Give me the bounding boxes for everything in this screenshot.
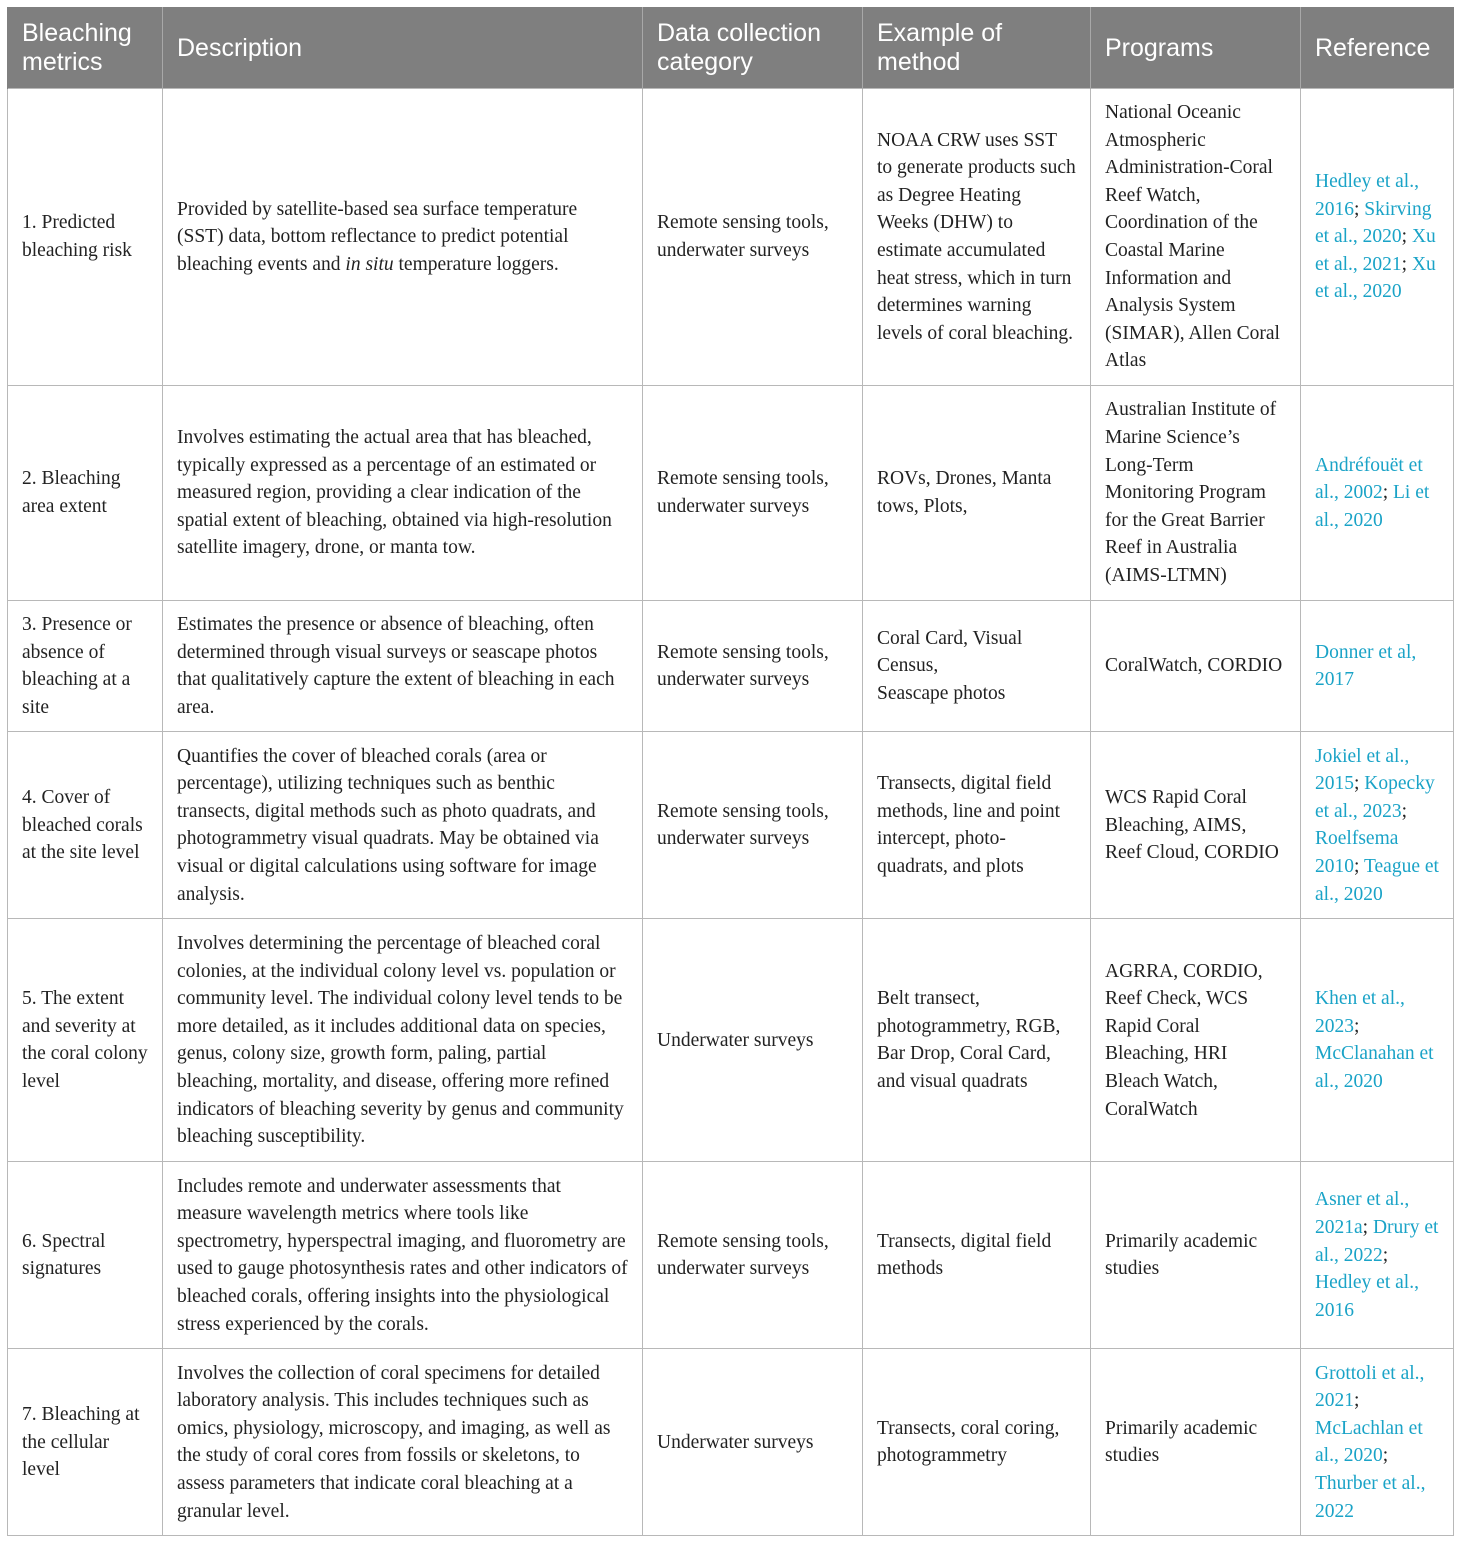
method-cell: Transects, digital field methods: [863, 1162, 1091, 1349]
programs-cell: CoralWatch, CORDIO: [1091, 601, 1301, 732]
category-cell: Underwater surveys: [643, 1349, 863, 1536]
reference-link[interactable]: Hedley et al., 2016: [1315, 171, 1419, 220]
method-cell: [863, 601, 1091, 732]
reference-separator: ;: [1362, 1216, 1373, 1238]
reference-link[interactable]: Xu et al., 2021: [1315, 226, 1436, 275]
reference-link[interactable]: Donner et al, 2017: [1315, 641, 1417, 691]
metric-cell: 7. Bleaching at the cellular level: [8, 1349, 163, 1536]
description-cell: Includes remote and underwater assessments that measure wavelength metrics where tools like spectrometry, hyperspectral imaging, and fluorometry are used to gauge photosynthesis rates and other indicators of bleached corals, offering insights into the physiological stress experienced by the corals.: [163, 1162, 643, 1349]
reference-separator: ;: [1401, 226, 1412, 248]
category-cell: Remote sensing tools, underwater surveys: [643, 1162, 863, 1349]
method-text: Coral Card, Visual Census,: [877, 627, 1023, 677]
method-cell: Belt transect, photogrammetry, RGB, Bar Drop, Coral Card, and visual quadrats: [863, 919, 1091, 1162]
programs-cell: AGRRA, CORDIO, Reef Check, WCS Rapid Coral Bleaching, HRI Bleach Watch, CoralWatch: [1091, 919, 1301, 1162]
programs-cell: Australian Institute of Marine Science’s Long-Term Monitoring Program for the Great Barrier Reef in Australia (AIMS-LTMN): [1091, 386, 1301, 601]
reference-separator: ;: [1401, 800, 1408, 822]
reference-separator: ;: [1382, 482, 1393, 504]
reference-link[interactable]: McLachlan et al., 2020: [1315, 1417, 1423, 1467]
metric-cell: 1. Predicted bleaching risk: [8, 89, 163, 386]
reference-link[interactable]: Thurber et al., 2022: [1315, 1472, 1426, 1522]
description-cell: Involves determining the percentage of bleached coral colonies, at the individual colony level vs. population or community level. The individual colony level tends to be more detailed, as it includes additional data on species, genus, colony size, growth form, paling, partial bleaching, mortality, and disease, offering more refined indicators of bleaching severity by genus and community bleaching susceptibility.: [163, 919, 643, 1162]
header-programs: Programs: [1091, 7, 1301, 89]
reference-link[interactable]: Drury et al., 2022: [1315, 1216, 1439, 1266]
reference-cell: [1301, 1349, 1454, 1536]
reference-cell: [1301, 732, 1454, 919]
programs-cell: Primarily academic studies: [1091, 1349, 1301, 1536]
reference-link[interactable]: Teague et al., 2020: [1315, 855, 1439, 905]
reference-link[interactable]: Xu et al., 2020: [1315, 253, 1436, 303]
reference-link[interactable]: Andréfouët et al., 2002: [1315, 454, 1423, 504]
category-cell: Underwater surveys: [643, 919, 863, 1162]
reference-cell: [1301, 601, 1454, 732]
reference-cell: [1301, 386, 1454, 601]
reference-separator: ;: [1354, 773, 1365, 795]
reference-link[interactable]: Li et al., 2020: [1315, 482, 1430, 531]
header-reference: Reference: [1301, 7, 1454, 89]
reference-separator: ;: [1401, 253, 1412, 275]
reference-cell: [1301, 1162, 1454, 1349]
table-row: [8, 601, 1454, 732]
description-text: Provided by satellite-based sea surface temperature (SST) data, bottom reflectance to predict potential bleaching events and: [177, 198, 578, 275]
category-cell: Remote sensing tools, underwater surveys: [643, 386, 863, 601]
method-cell: Transects, digital field methods, line and point intercept, photo-quadrats, and plots: [863, 732, 1091, 919]
table-row: [8, 919, 1454, 1162]
category-cell: Remote sensing tools, underwater surveys: [643, 89, 863, 386]
description-cell: [163, 89, 643, 386]
table-row: [8, 1162, 1454, 1349]
programs-cell: Primarily academic studies: [1091, 1162, 1301, 1349]
reference-link[interactable]: Skirving et al., 2020: [1315, 198, 1432, 248]
header-category: Data collection category: [643, 7, 863, 89]
category-cell: Remote sensing tools, underwater surveys: [643, 732, 863, 919]
metric-cell: 6. Spectral signatures: [8, 1162, 163, 1349]
reference-separator: ;: [1382, 1244, 1389, 1266]
reference-link[interactable]: Roelfsema 2010: [1315, 828, 1399, 877]
reference-link[interactable]: Kopecky et al., 2023: [1315, 773, 1435, 822]
category-cell: Remote sensing tools, underwater surveys: [643, 601, 863, 732]
table-row: [8, 386, 1454, 601]
reference-link[interactable]: Khen et al., 2023: [1315, 988, 1405, 1037]
reference-separator: ;: [1354, 198, 1365, 220]
header-method: Example of method: [863, 7, 1091, 89]
description-cell: Estimates the presence or absence of bleaching, often determined through visual surveys or seascape photos that qualitatively capture the extent of bleaching in each area.: [163, 601, 643, 732]
description-cell: Involves estimating the actual area that has bleached, typically expressed as a percentage of an estimated or measured region, providing a clear indication of the spatial extent of bleaching, obtained via high-resolution satellite imagery, drone, or manta tow.: [163, 386, 643, 601]
method-cell: NOAA CRW uses SST to generate products such as Degree Heating Weeks (DHW) to estimate accumulated heat stress, which in turn determines warning levels of coral bleaching.: [863, 89, 1091, 386]
reference-separator: ;: [1382, 1445, 1389, 1467]
reference-separator: ;: [1354, 855, 1364, 877]
description-cell: Involves the collection of coral specimens for detailed laboratory analysis. This includes techniques such as omics, physiology, microscopy, and imaging, as well as the study of coral cores from fossils or skeletons, to assess parameters that indicate coral bleaching at a granular level.: [163, 1349, 643, 1536]
metric-cell: 5. The extent and severity at the coral colony level: [8, 919, 163, 1162]
description-italic: in situ: [345, 253, 394, 275]
table-row: [8, 1349, 1454, 1536]
metric-cell: 4. Cover of bleached corals at the site level: [8, 732, 163, 919]
reference-link[interactable]: Hedley et al., 2016: [1315, 1272, 1419, 1321]
method-text: Seascape photos: [877, 682, 1006, 704]
bleaching-metrics-table: [7, 7, 1454, 1536]
header-metric: Bleaching metrics: [8, 7, 163, 89]
reference-separator: ;: [1354, 1390, 1360, 1412]
method-cell: Transects, coral coring, photogrammetry: [863, 1349, 1091, 1536]
reference-cell: [1301, 89, 1454, 386]
header-row: [8, 7, 1454, 89]
reference-link[interactable]: Jokiel et al., 2015: [1315, 745, 1410, 795]
reference-link[interactable]: McClanahan et al., 2020: [1315, 1043, 1434, 1092]
reference-link[interactable]: Asner et al., 2021a: [1315, 1189, 1410, 1238]
programs-cell: WCS Rapid Coral Bleaching, AIMS, Reef Cloud, CORDIO: [1091, 732, 1301, 919]
metric-cell: 3. Presence or absence of bleaching at a site: [8, 601, 163, 732]
programs-cell: National Oceanic Atmospheric Administration-Coral Reef Watch, Coordination of the Coastal Marine Information and Analysis System (SIMAR), Allen Coral Atlas: [1091, 89, 1301, 386]
table-row: [8, 732, 1454, 919]
reference-separator: ;: [1354, 1015, 1360, 1037]
table-row: [8, 89, 1454, 386]
description-cell: Quantifies the cover of bleached corals (area or percentage), utilizing techniques such as benthic transects, digital methods such as photo quadrats, and photogrammetry visual quadrats. May be obtained via visual or digital calculations using software for image analysis.: [163, 732, 643, 919]
description-text: temperature loggers.: [393, 253, 559, 275]
header-description: Description: [163, 7, 643, 89]
reference-link[interactable]: Grottoli et al., 2021: [1315, 1362, 1425, 1412]
metric-cell: 2. Bleaching area extent: [8, 386, 163, 601]
method-cell: ROVs, Drones, Manta tows, Plots,: [863, 386, 1091, 601]
reference-cell: [1301, 919, 1454, 1162]
